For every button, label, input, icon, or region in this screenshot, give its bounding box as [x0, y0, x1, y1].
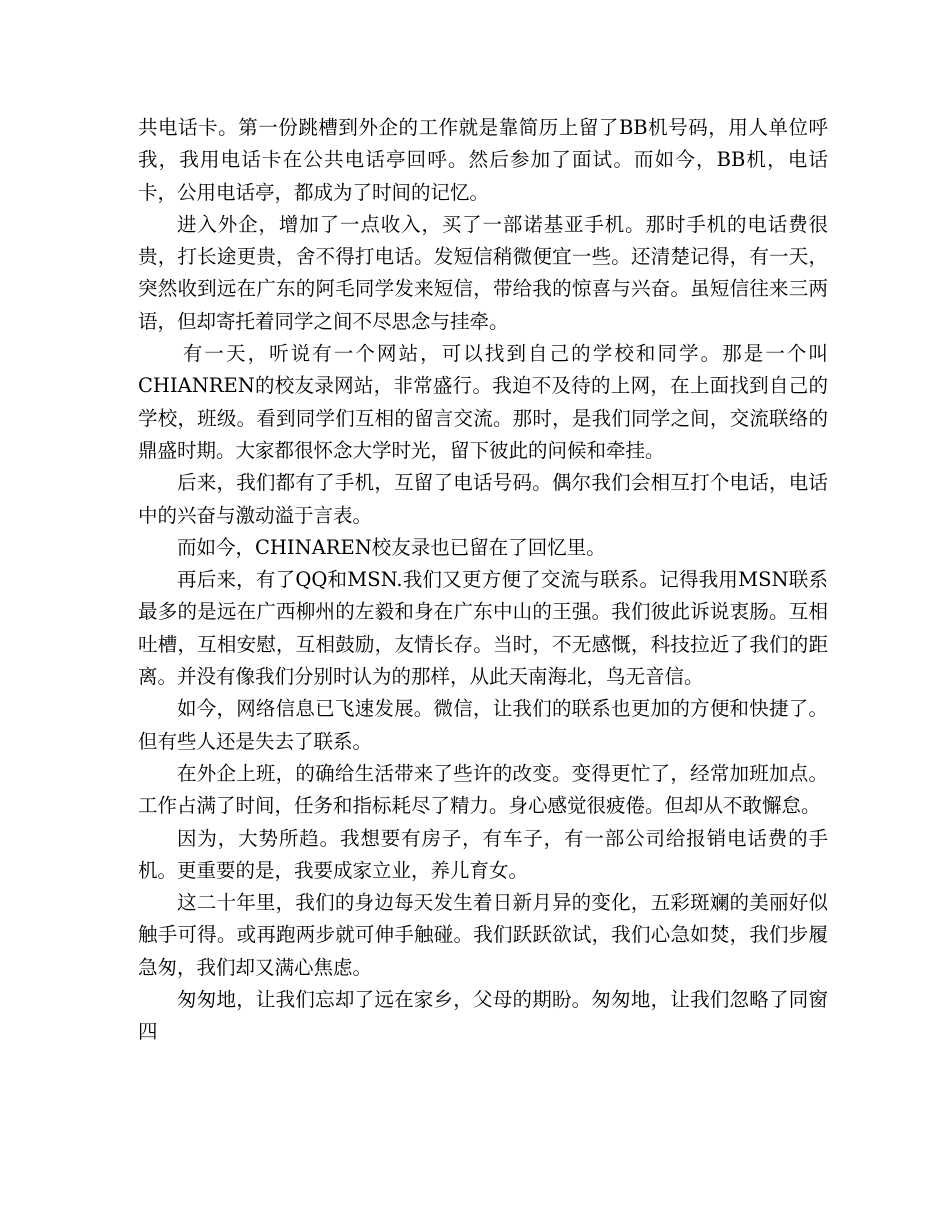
paragraph-5: 而如今，CHINAREN校友录也已留在了回忆里。 — [177, 535, 606, 559]
paragraph-6: 再后来，有了QQ和MSN.我们又更方便了交流与联系。记得我用MSN联系最多的是远在广西柳州的左毅和身在广东中山的王强。我们彼此诉说衷肠。互相吐槽，互相安慰，互相鼓励，友情长存。当时，不无感慨，科技拉近了我们的距离。并没有像我们分别时认为的那样，从此天南海北，鸟无音信。 — [138, 568, 828, 689]
paragraph-1: 共电话卡。第一份跳槽到外企的工作就是靠简历上留了BB机号码，用人单位呼我，我用电话卡在公共电话亭回呼。然后参加了面试。而如今，BB机，电话卡，公用电话亭，都成为了时间的记忆。 — [138, 116, 828, 204]
paragraph-4: 后来，我们都有了手机，互留了电话号码。偶尔我们会相互打个电话，电话中的兴奋与激动溢于言表。 — [138, 471, 828, 527]
paragraph-10: 这二十年里，我们的身边每天发生着日新月异的变化，五彩斑斓的美丽好似触手可得。或再跑两步就可伸手触碰。我们跃跃欲试，我们心急如焚，我们步履急匆，我们却又满心焦虑。 — [138, 891, 828, 979]
paragraph-3: 有一天，听说有一个网站，可以找到自己的学校和同学。那是一个叫CHIANREN的校友录网站，非常盛行。我迫不及待的上网，在上面找到自己的学校，班级。看到同学们互相的留言交流。那时，是我们同学之间，交流联络的鼎盛时期。大家都很怀念大学时光，留下彼此的问候和牵挂。 — [138, 342, 828, 462]
paragraph-2: 进入外企，增加了一点收入，买了一部诺基亚手机。那时手机的电话费很贵，打长途更贵，舍不得打电话。发短信稍微便宜一些。还清楚记得，有一天，突然收到远在广东的阿毛同学发来短信，带给我的惊喜与兴奋。虽短信往来三两语，但却寄托着同学之间不尽思念与挂牵。 — [138, 212, 828, 333]
paragraph-9: 因为，大势所趋。我想要有房子，有车子，有一部公司给报销电话费的手机。更重要的是，我要成家立业，养儿育女。 — [138, 826, 828, 882]
paragraph-8: 在外企上班，的确给生活带来了些许的改变。变得更忙了，经常加班加点。工作占满了时间，任务和指标耗尽了精力。身心感觉很疲倦。但却从不敢懈怠。 — [138, 761, 828, 818]
paragraph-7: 如今，网络信息已飞速发展。微信，让我们的联系也更加的方便和快捷了。但有些人还是失去了联系。 — [138, 697, 828, 753]
paragraph-11: 匆匆地，让我们忘却了远在家乡，父母的期盼。匆匆地，让我们忽略了同窗四 — [138, 988, 828, 1044]
document-body — [138, 112, 828, 1049]
